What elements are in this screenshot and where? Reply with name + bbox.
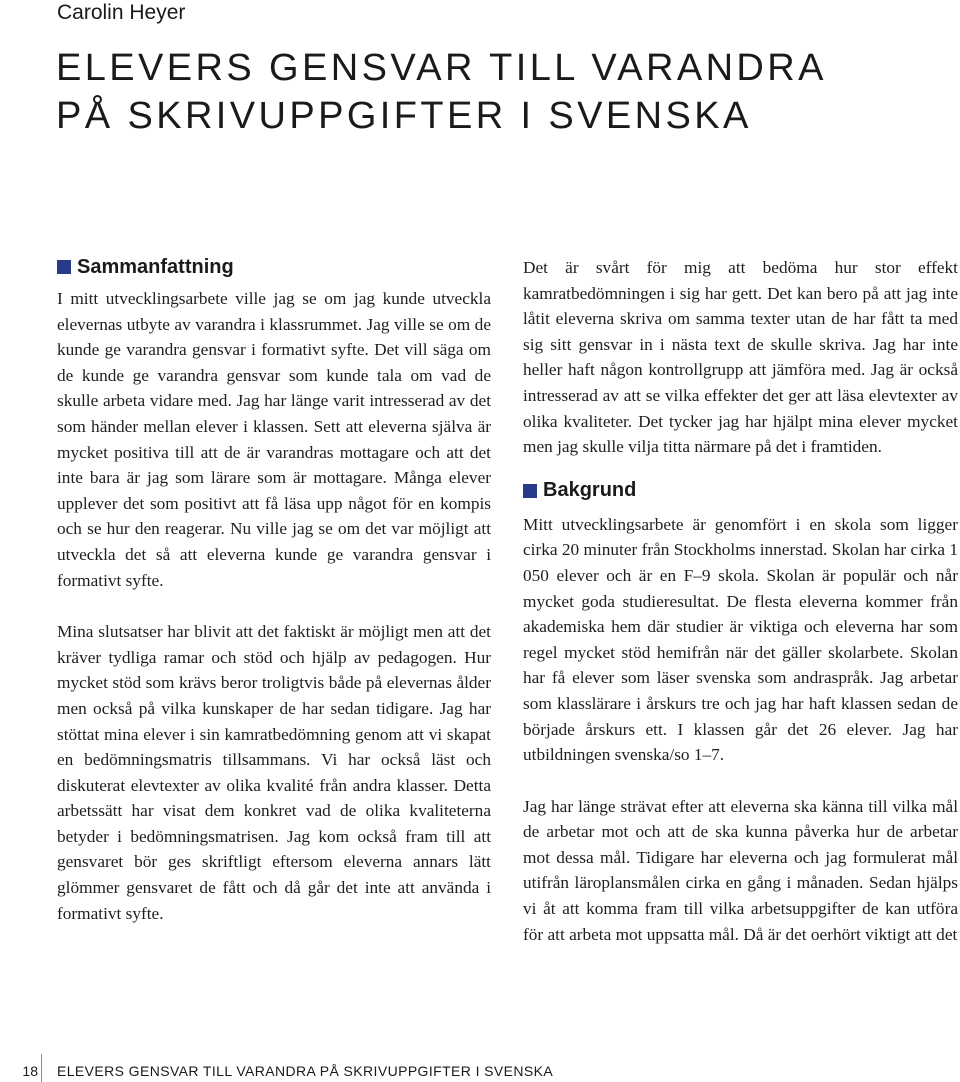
right-column [523, 255, 958, 947]
article-title [56, 44, 936, 140]
left-column [57, 254, 491, 926]
background-heading [523, 478, 958, 504]
background-heading-text: Bakgrund [543, 479, 637, 502]
summary-paragraph-2: Mina slutsatser har blivit att det faktiskt är möjligt men att det kräver tydliga ramar och stöd och hjälp av pedagogen. Hur mycket stöd som krävs beror troligtvis både på elevernas ålder men också på vilka kunskaper de har sedan tidigare. Jag har stöttat mina elever i sin kamratbedömning genom att vi skapat en bedömningsmatris tillsammans. Vi har också läst och diskuterat elevtexter av olika kvalité från andra klasser. Detta arbetssätt har visat dem konkret vad de olika kvaliteterna betyder i bedömningsmatrisen. Jag kom också fram till att gensvaret bör ges skriftligt eftersom eleverna annars lätt glömmer gensvaret de fått och då går det inte att använda i formativt syfte. [57, 622, 491, 923]
section-square-icon [523, 484, 537, 498]
title-line-2: PÅ SKRIVUPPGIFTER I SVENSKA [56, 95, 752, 137]
summary-heading-text: Sammanfattning [77, 255, 234, 278]
summary-heading [57, 254, 491, 280]
author-name: Carolin Heyer [57, 1, 186, 24]
title-line-1: ELEVERS GENSVAR TILL VARANDRA [56, 47, 827, 89]
running-title: ELEVERS GENSVAR TILL VARANDRA PÅ SKRIVUPPGIFTER I SVENSKA [57, 1063, 554, 1079]
page-number: 18 [22, 1063, 38, 1079]
background-paragraph-2: Jag har länge strävat efter att eleverna ska känna till vilka mål de arbetar mot och att de ska kunna påverka hur de arbetar mot dessa mål. Tidigare har eleverna och jag formulerat mål utifrån läroplansmålen cirka en gång i månaden. Sedan hjälps vi åt att komma fram till vilka arbetsuppgifter de kan utföra för att arbeta mot uppsatta mål. Då är det oerhört viktigt att det [523, 796, 958, 944]
section-square-icon [57, 260, 71, 274]
summary-paragraph-1: I mitt utvecklingsarbete ville jag se om jag kunde utveckla elevernas utbyte av varandra i klassrummet. Jag ville se om de kunde ge varandra gensvar i formativt syfte. Det vill säga om de kunde ge varandra gensvar som kunde tala om vad de skulle arbeta vidare med. Jag har länge varit intresserad av det som händer mellan elever i klassen. Sett att eleverna själva är mycket positiva till att de är varandras mottagare och att det inte bara är jag som lärare som är mottagare. Många elever upplever det som positivt att få läsa upp något för en kompis och se hur den reagerar. Nu ville jag se om det var möjligt att utveckla det så att eleverna kunde ge varandra gensvar i formativt syfte. [57, 289, 491, 590]
summary-paragraph-3: Det är svårt för mig att bedöma hur stor effekt kamratbedömningen i sig har gett. Det kan bero på att jag inte låtit eleverna skriva om samma texter utan de har fått ta med sig sitt gensvar in i nästa text de skulle skriva. Jag har inte heller haft någon kontrollgrupp att jämföra med. Jag är också intresserad av att se vilka effekter det ger att läsa elevtexter av olika kvaliteter. Det tycker jag har hjälpt mina elever mycket men jag skulle vilja titta närmare på det i framtiden. [523, 258, 958, 457]
background-paragraph-1: Mitt utvecklingsarbete är genomfört i en skola som ligger cirka 20 minuter från Stockholms innerstad. Skolan har cirka 1 050 elever och är en F–9 skola. Skolan är populär och når mycket goda studieresultat. De flesta eleverna kommer från akademiska hem där studier är viktiga och eleverna har som regel mycket stöd hemifrån när det gäller skolarbete. Skolan har få elever som läser svenska som andraspråk. Jag arbetar som klasslärare i årskurs tre och jag har haft klassen sedan de började årskurs ett. I klassen går det 26 elever. Jag har utbildningen svenska/so 1–7. [523, 514, 958, 765]
